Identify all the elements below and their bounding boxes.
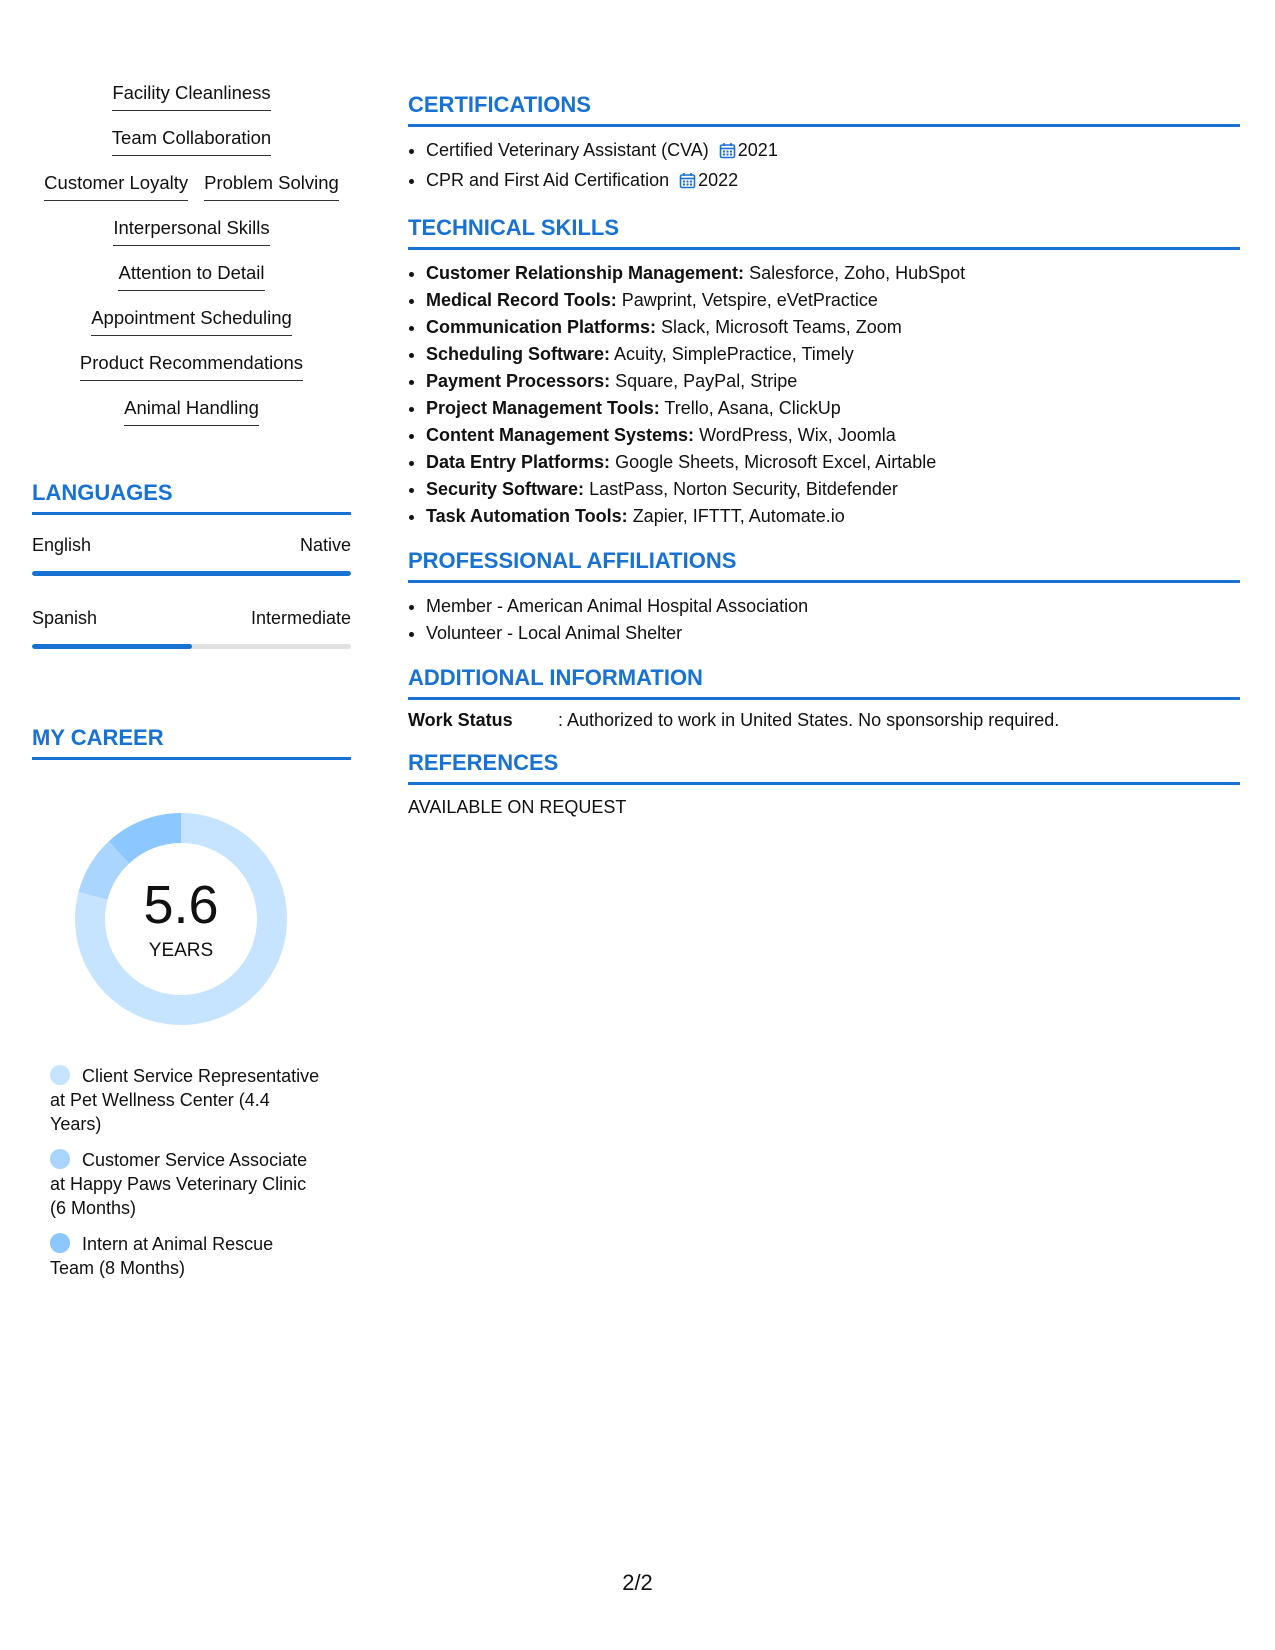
skill-category: Scheduling Software: [426,344,611,364]
technical-skills-list [408,260,1240,530]
certification-name: CPR and First Aid Certification [426,170,670,190]
certification-year: 2022 [698,170,739,190]
list-item [426,422,1240,449]
skill-tools: Google Sheets, Microsoft Excel, Airtable [615,452,937,472]
legend-item [50,1232,320,1280]
legend-dot [50,1149,70,1169]
legend-item [50,1064,320,1136]
list-item [426,449,1240,476]
skill-tools: Zapier, IFTTT, Automate.io [632,506,845,526]
work-status-row [408,708,1240,732]
languages-section [32,478,351,649]
skill-tag: Interpersonal Skills [113,215,269,246]
skill-tag: Customer Loyalty [44,170,188,201]
skill-tools: Salesforce, Zoho, HubSpot [749,263,966,283]
list-item [426,395,1240,422]
list-item [426,287,1240,314]
list-item: • Volunteer - Local Animal Shelter [426,620,1240,647]
skill-tag: Facility Cleanliness [112,80,270,111]
list-item [426,314,1240,341]
skill-tag: Appointment Scheduling [91,305,292,336]
list-item [426,167,1240,197]
list-item [426,260,1240,287]
calendar-icon [679,170,696,197]
section-title: PROFESSIONAL AFFILIATIONS [408,546,1240,583]
list-item [426,503,1240,530]
skill-tag: Product Recommendations [80,350,303,381]
skill-tools: Trello, Asana, ClickUp [664,398,841,418]
certification-year: 2021 [737,140,778,160]
skills-list [32,80,351,426]
language-proficiency-bar [32,571,351,576]
skill-category: Task Automation Tools: [426,506,628,526]
skill-category: Communication Platforms: [426,317,657,337]
skill-category: Medical Record Tools: [426,290,617,310]
legend-dot [50,1233,70,1253]
references-section [408,748,1240,819]
career-donut-chart [66,804,296,1034]
skill-tag: Team Collaboration [112,125,271,156]
legend-item [50,1148,320,1220]
skill-tag: Problem Solving [204,170,339,201]
section-title: MY CAREER [32,723,351,760]
left-column-content [32,80,351,1292]
section-title: REFERENCES [408,748,1240,785]
work-status-label: Work Status [408,710,513,730]
legend-dot [50,1065,70,1085]
language-proficiency-bar [32,644,351,649]
language-name: Spanish [32,608,98,628]
skill-tools: Pawprint, Vetspire, eVetPractice [621,290,878,310]
language-item [32,533,351,576]
calendar-icon [719,140,736,167]
list-item [426,476,1240,503]
list-item [426,137,1240,167]
skill-category: Project Management Tools: [426,398,660,418]
affiliations-section [408,546,1240,647]
list-item: • Member - American Animal Hospital Association [426,593,1240,620]
language-item [32,606,351,649]
skill-tools: Acuity, SimplePractice, Timely [614,344,854,364]
certification-name: Certified Veterinary Assistant (CVA) [426,140,709,160]
skill-category: Customer Relationship Management: [426,263,745,283]
right-column [408,90,1240,835]
affiliations-list [408,593,1240,647]
skill-category: Payment Processors: [426,371,611,391]
section-title: ADDITIONAL INFORMATION [408,663,1240,700]
page-number: 2/2 [622,1570,653,1595]
legend-label: Client Service Representative at Pet Wellness Center (4.4 Years) [50,1066,320,1134]
language-name: English [32,535,92,555]
skill-category: Security Software: [426,479,585,499]
skill-tag: Attention to Detail [118,260,264,291]
career-legend [50,1064,320,1280]
career-total-years: 5.6 [143,875,219,935]
career-total-unit: YEARS [148,940,214,961]
proficiency-fill [32,644,192,649]
additional-information-section [408,663,1240,732]
work-status-value: : Authorized to work in United States. No sponsorship required. [558,710,1060,730]
skill-tools: Square, PayPal, Stripe [615,371,798,391]
list-item [426,368,1240,395]
certifications-list [408,137,1240,197]
career-section [32,723,351,1280]
certifications-section [408,90,1240,197]
references-text: AVAILABLE ON REQUEST [408,797,627,817]
skill-tools: WordPress, Wix, Joomla [699,425,896,445]
legend-label: Intern at Animal Rescue Team (8 Months) [50,1234,274,1278]
section-title: CERTIFICATIONS [408,90,1240,127]
legend-label: Customer Service Associate at Happy Paws Veterinary Clinic (6 Months) [50,1150,308,1218]
skill-tools: LastPass, Norton Security, Bitdefender [589,479,898,499]
list-item [426,341,1240,368]
section-title: LANGUAGES [32,478,351,515]
proficiency-fill [32,571,351,576]
section-title: TECHNICAL SKILLS [408,213,1240,250]
language-level: Intermediate [250,608,351,628]
technical-skills-section [408,213,1240,530]
skill-category: Data Entry Platforms: [426,452,611,472]
skill-tools: Slack, Microsoft Teams, Zoom [661,317,902,337]
skill-category: Content Management Systems: [426,425,695,445]
skill-tag: Animal Handling [124,395,259,426]
language-level: Native [299,535,351,555]
donut-center [66,804,296,1034]
